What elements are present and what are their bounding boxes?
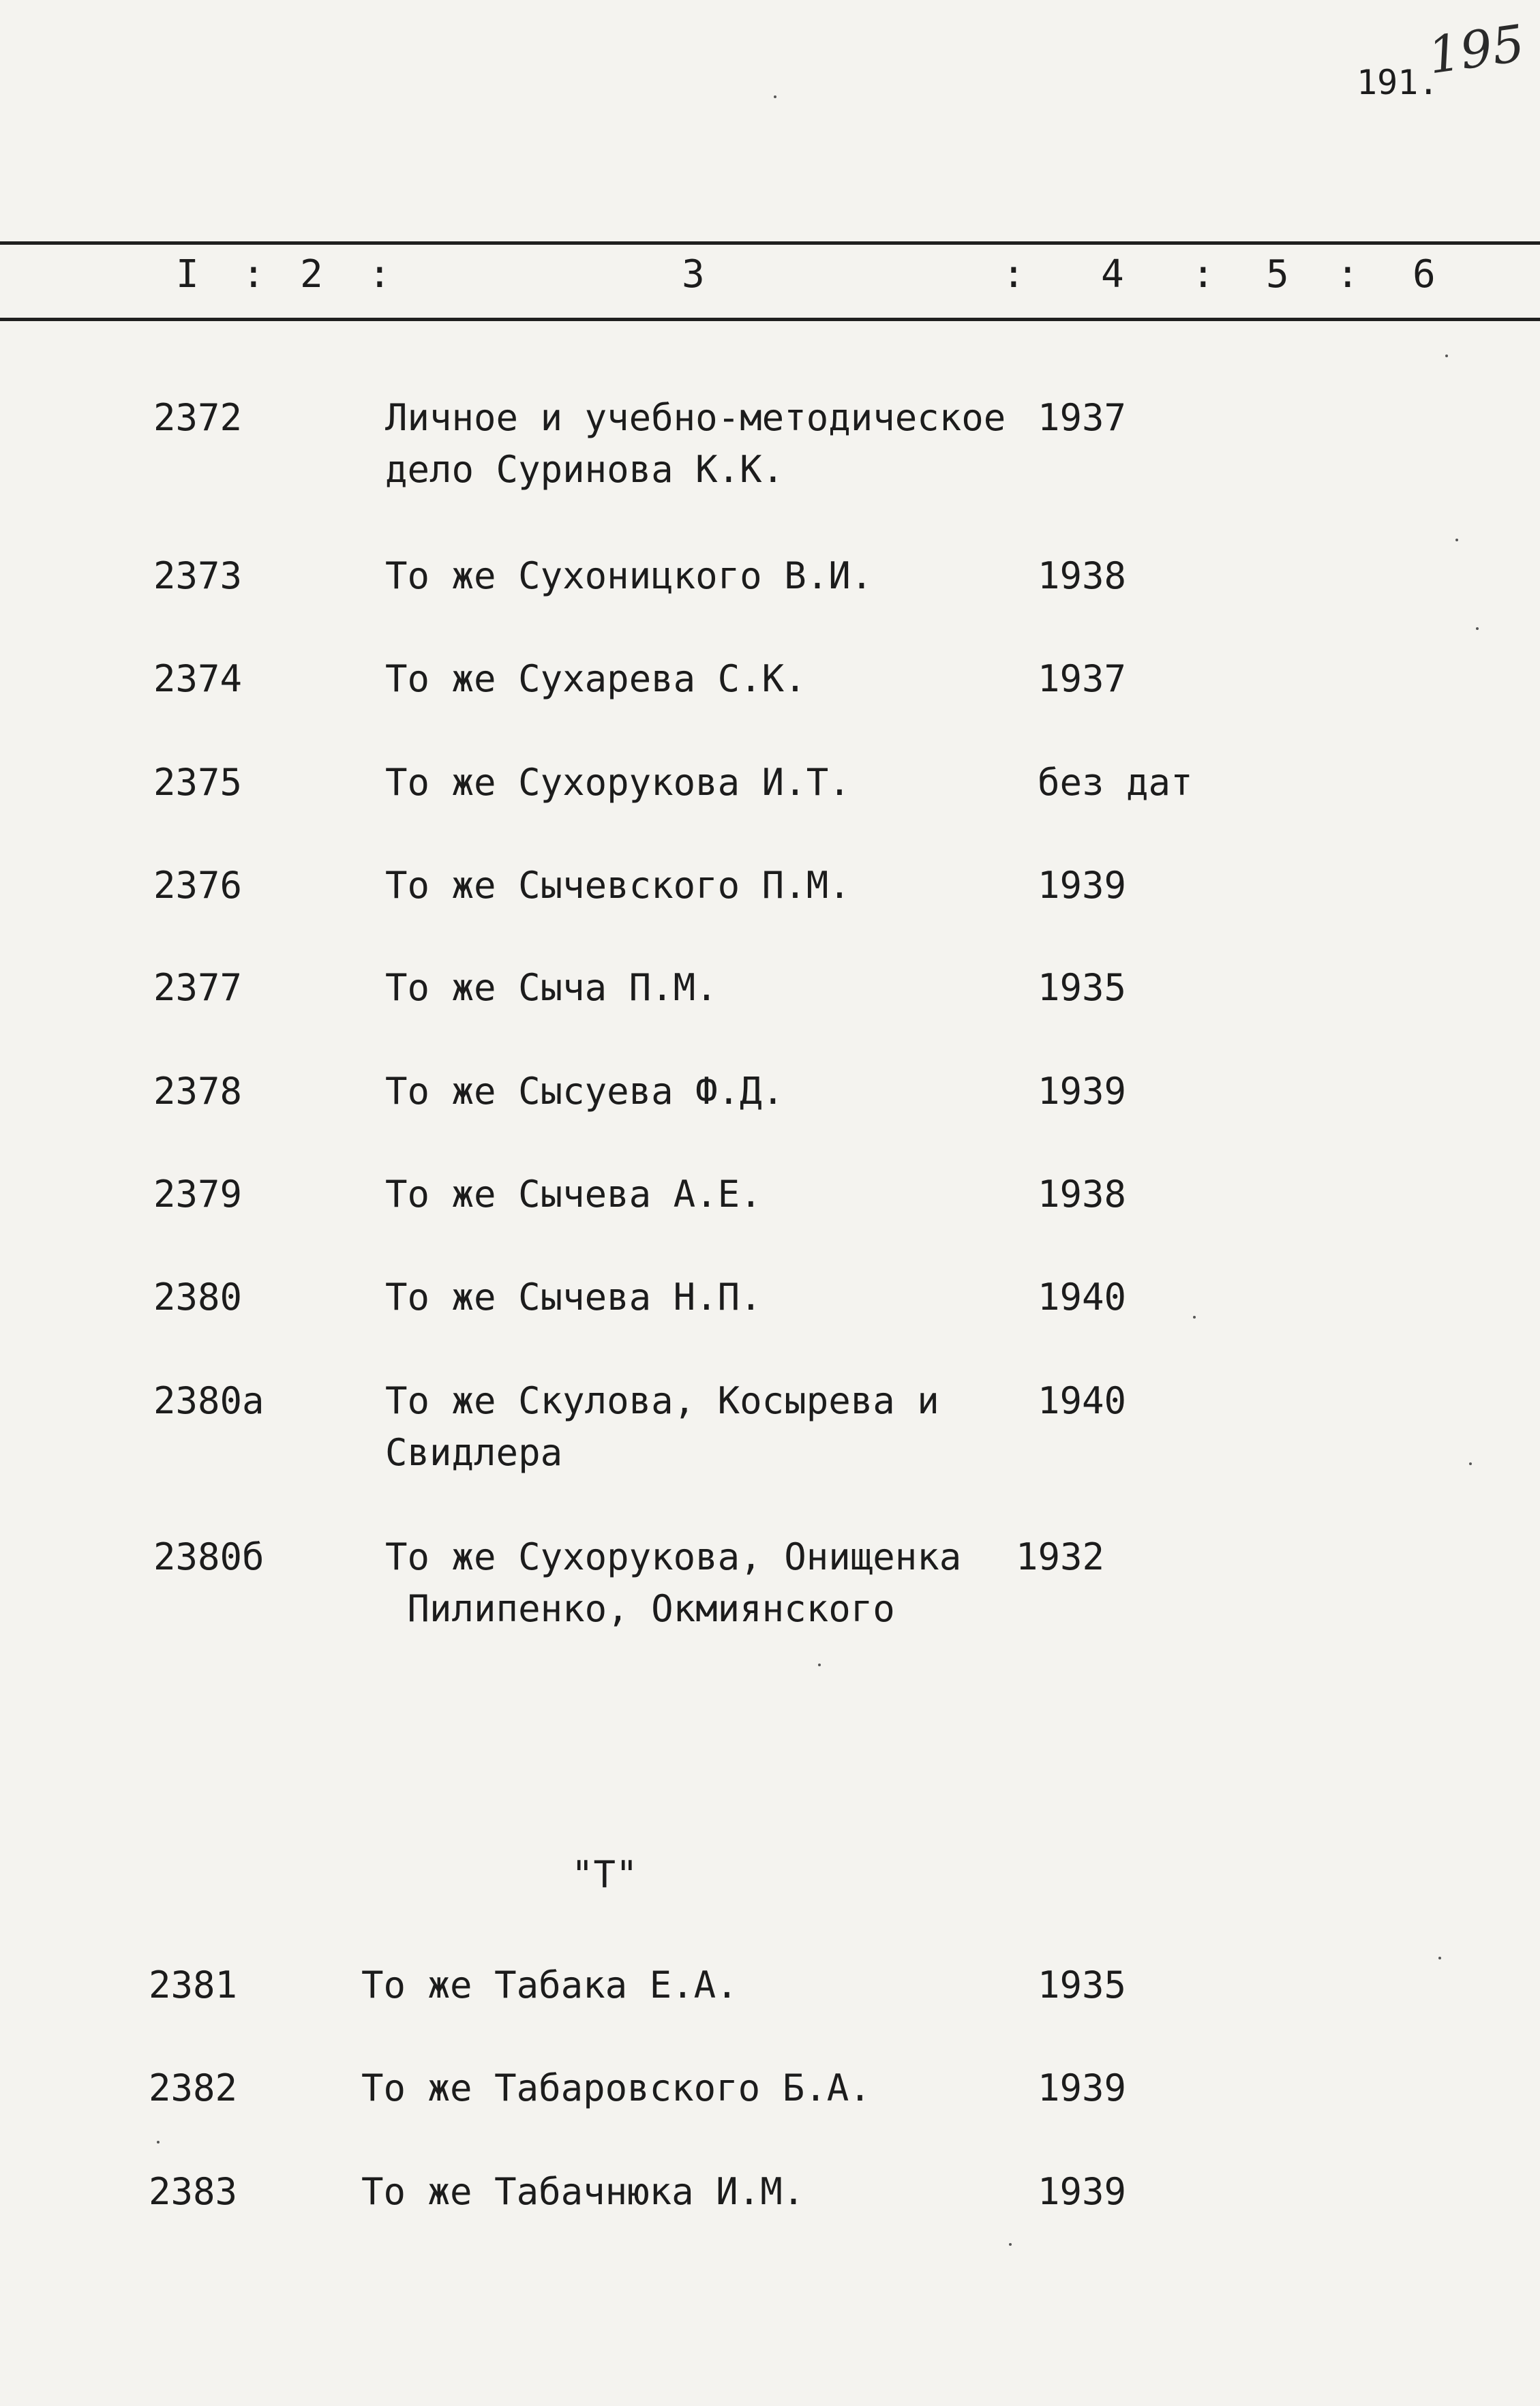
scan-speck bbox=[157, 2141, 160, 2144]
row-description: То же Сухарева С.К. bbox=[385, 657, 806, 700]
header-separator: : bbox=[1336, 252, 1359, 297]
header-rule-bottom bbox=[0, 318, 1540, 321]
row-year: 1935 bbox=[1038, 1964, 1127, 2006]
row-number: 2374 bbox=[153, 657, 243, 700]
row-year: 1939 bbox=[1038, 1070, 1127, 1113]
row-year: 1940 bbox=[1038, 1379, 1127, 1422]
row-description: То же Табачнюка И.М. bbox=[361, 2170, 805, 2213]
row-number: 2375 bbox=[153, 761, 243, 804]
row-description: То же Сухорукова, Онищенка Пилипенко, Окмиянского bbox=[385, 1535, 962, 1630]
scan-speck bbox=[1009, 2243, 1012, 2246]
row-year: 1932 bbox=[1016, 1535, 1105, 1578]
header-separator: : bbox=[242, 252, 265, 297]
row-year: 1937 bbox=[1038, 396, 1127, 439]
table-header bbox=[0, 252, 1540, 307]
row-description: То же Сысуева Ф.Д. bbox=[385, 1070, 785, 1113]
page-number-handwritten: 195 bbox=[1424, 14, 1528, 86]
row-number: 2377 bbox=[153, 966, 243, 1009]
header-separator: : bbox=[368, 252, 391, 297]
header-separator: : bbox=[1192, 252, 1215, 297]
row-year: 1938 bbox=[1038, 554, 1127, 597]
row-number: 2380 bbox=[153, 1276, 243, 1319]
row-description: То же Сычева Н.П. bbox=[385, 1276, 762, 1319]
row-number: 2380б bbox=[153, 1535, 265, 1578]
header-col-6: 6 bbox=[1413, 252, 1436, 297]
row-number: 2372 bbox=[153, 396, 243, 439]
scan-speck bbox=[818, 1664, 821, 1666]
row-number: 2380а bbox=[153, 1379, 265, 1422]
row-number: 2381 bbox=[149, 1964, 238, 2006]
header-col-1: I bbox=[176, 252, 199, 297]
row-year: 1937 bbox=[1038, 657, 1127, 700]
page-number: 191. bbox=[1357, 63, 1439, 102]
header-col-3: 3 bbox=[682, 252, 705, 297]
scan-speck bbox=[1193, 1316, 1196, 1319]
row-year: 1935 bbox=[1038, 966, 1127, 1009]
row-number: 2373 bbox=[153, 554, 243, 597]
scan-speck bbox=[1476, 627, 1479, 630]
scan-speck bbox=[1455, 539, 1458, 541]
header-col-5: 5 bbox=[1266, 252, 1289, 297]
row-year: 1939 bbox=[1038, 2170, 1127, 2213]
header-col-2: 2 bbox=[300, 252, 323, 297]
row-year: 1938 bbox=[1038, 1173, 1127, 1216]
row-number: 2378 bbox=[153, 1070, 243, 1113]
row-number: 2382 bbox=[149, 2066, 238, 2109]
scan-speck bbox=[1469, 1462, 1472, 1465]
row-description: То же Табаровского Б.А. bbox=[361, 2066, 871, 2109]
row-description: То же Сухоницкого В.И. bbox=[385, 554, 873, 597]
row-year: 1939 bbox=[1038, 2066, 1127, 2109]
row-year: 1940 bbox=[1038, 1276, 1127, 1319]
row-description: То же Скулова, Косырева и Свидлера bbox=[385, 1379, 939, 1474]
header-separator: : bbox=[1002, 252, 1025, 297]
row-description: То же Табака Е.А. bbox=[361, 1964, 738, 2006]
header-rule-top bbox=[0, 241, 1540, 245]
row-description: То же Сыча П.М. bbox=[385, 966, 718, 1009]
header-col-4: 4 bbox=[1101, 252, 1124, 297]
section-letter-heading: "Т" bbox=[571, 1853, 638, 1896]
row-description: То же Сычева А.Е. bbox=[385, 1173, 762, 1216]
scan-speck bbox=[1445, 355, 1448, 357]
row-year: 1939 bbox=[1038, 864, 1127, 907]
row-description: То же Сычевского П.М. bbox=[385, 864, 851, 907]
row-year: без дат bbox=[1038, 761, 1193, 804]
row-number: 2379 bbox=[153, 1173, 243, 1216]
scan-speck bbox=[774, 95, 776, 98]
row-number: 2376 bbox=[153, 864, 243, 907]
row-description: То же Сухорукова И.Т. bbox=[385, 761, 851, 804]
scan-speck bbox=[1438, 1957, 1441, 1959]
row-description: Личное и учебно-методическое дело Суринова К.К. bbox=[385, 396, 1006, 491]
row-number: 2383 bbox=[149, 2170, 238, 2213]
